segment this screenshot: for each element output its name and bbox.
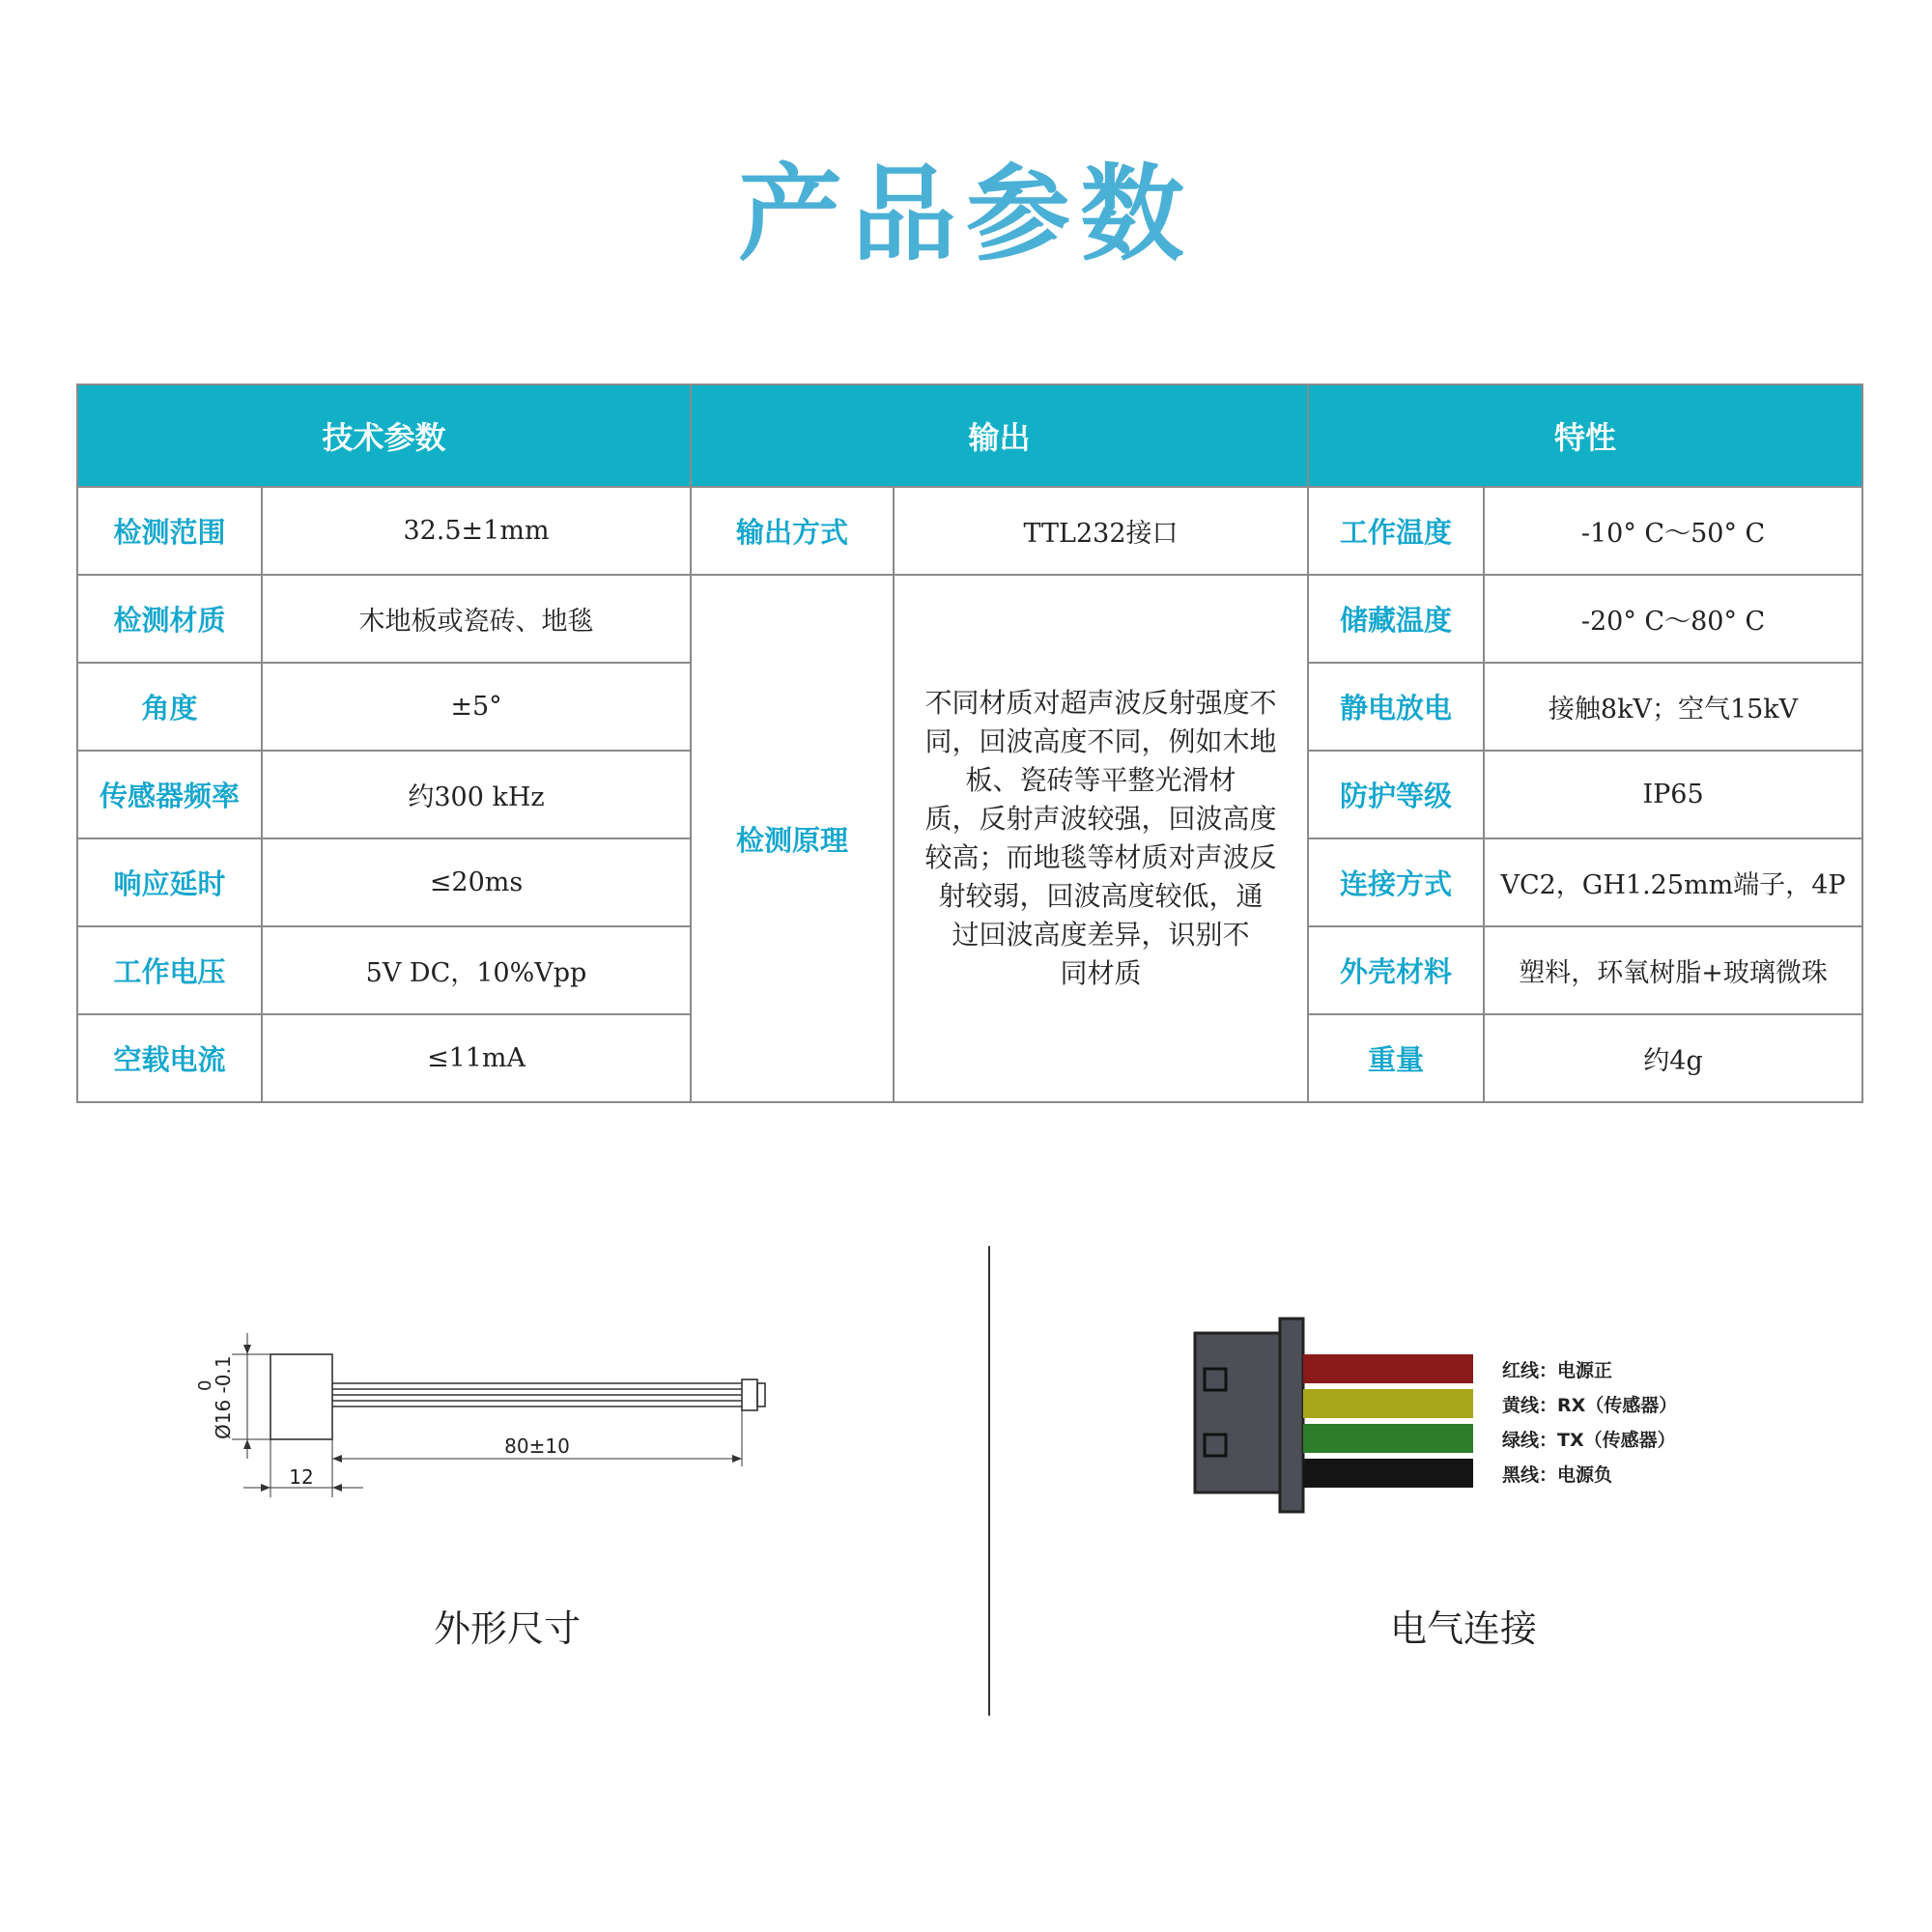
green-wire [1303, 1424, 1473, 1453]
red-wire [1303, 1354, 1473, 1383]
feature-label: 重量 [1308, 1014, 1484, 1102]
table-row [77, 487, 1862, 575]
tech-value: ≤11mA [262, 1014, 691, 1102]
feature-label: 工作温度 [1308, 487, 1484, 575]
wire-label: 红线：电源正 [1502, 1360, 1613, 1381]
wire-label: 绿线：TX（传感器） [1502, 1430, 1676, 1451]
principle-line: 射较弱，回波高度较低，通 [938, 880, 1264, 912]
tech-label: 传感器频率 [77, 751, 262, 838]
yellow-wire [1303, 1389, 1473, 1418]
feature-label: 防护等级 [1308, 751, 1484, 838]
tech-value: 32.5±1mm [262, 487, 691, 575]
feature-label: 储藏温度 [1308, 575, 1484, 663]
diameter-dimension-label: Ø16 -0.1 [212, 1355, 235, 1439]
tech-value: ≤20ms [262, 838, 691, 926]
principle-line: 过回波高度差异，识别不 [952, 919, 1250, 951]
electrical-caption: 电气连接 [1389, 1607, 1537, 1650]
tech-value: 约300 kHz [262, 751, 691, 838]
width-dimension-label: 12 [289, 1465, 314, 1489]
header-features: 特性 [1308, 384, 1862, 487]
wire-label: 黄线：RX（传感器） [1502, 1395, 1678, 1416]
principle-line: 同材质 [1060, 957, 1142, 989]
vertical-divider [988, 1246, 990, 1716]
sensor-body [270, 1354, 332, 1439]
principle-line: 板、瓷砖等平整光滑材 [965, 764, 1236, 796]
principle-text [894, 575, 1308, 1102]
page-title: 产品参数 [737, 155, 1194, 275]
principle-line: 不同材质对超声波反射强度不 [924, 687, 1277, 719]
dimension-drawing [193, 1314, 792, 1507]
tech-label: 检测材质 [77, 575, 262, 663]
feature-value: IP65 [1484, 751, 1862, 838]
electrical-drawing [1183, 1309, 1724, 1521]
tech-label: 响应延时 [77, 838, 262, 926]
black-wire [1303, 1459, 1473, 1488]
wire-label: 黑线：电源负 [1502, 1464, 1613, 1486]
principle-line: 同，回波高度不同，例如木地 [924, 725, 1277, 757]
connector-end [742, 1379, 757, 1410]
diameter-tolerance-label: 0 [195, 1379, 215, 1391]
feature-value: -20° C～80° C [1484, 575, 1862, 663]
feature-value: VC2，GH1.25mm端子，4P [1484, 838, 1862, 926]
connector-housing [1195, 1333, 1292, 1492]
feature-label: 连接方式 [1308, 838, 1484, 926]
tech-value: 木地板或瓷砖、地毯 [262, 575, 691, 663]
output-method-label: 输出方式 [691, 487, 894, 575]
tech-label: 工作电压 [77, 926, 262, 1014]
tech-label: 空载电流 [77, 1014, 262, 1102]
dimension-caption: 外形尺寸 [433, 1607, 581, 1650]
header-tech-params: 技术参数 [77, 384, 691, 487]
header-output: 输出 [691, 384, 1308, 487]
tech-label: 角度 [77, 663, 262, 751]
feature-label: 外壳材料 [1308, 926, 1484, 1014]
table-row [77, 575, 1862, 663]
output-method-value: TTL232接口 [894, 487, 1308, 575]
feature-value: -10° C～50° C [1484, 487, 1862, 575]
tech-value: ±5° [262, 663, 691, 751]
feature-value: 塑料，环氧树脂+玻璃微珠 [1484, 926, 1862, 1014]
principle-line: 较高；而地毯等材质对声波反 [924, 841, 1277, 873]
feature-value: 接触8kV；空气15kV [1484, 663, 1862, 751]
spec-table [76, 384, 1863, 1103]
tech-value: 5V DC，10%Vpp [262, 926, 691, 1014]
tech-label: 检测范围 [77, 487, 262, 575]
feature-label: 静电放电 [1308, 663, 1484, 751]
principle-label: 检测原理 [691, 575, 894, 1102]
feature-value: 约4g [1484, 1014, 1862, 1102]
length-dimension-label: 80±10 [504, 1435, 570, 1458]
principle-line: 质，反射声波较强，回波高度 [924, 803, 1277, 835]
